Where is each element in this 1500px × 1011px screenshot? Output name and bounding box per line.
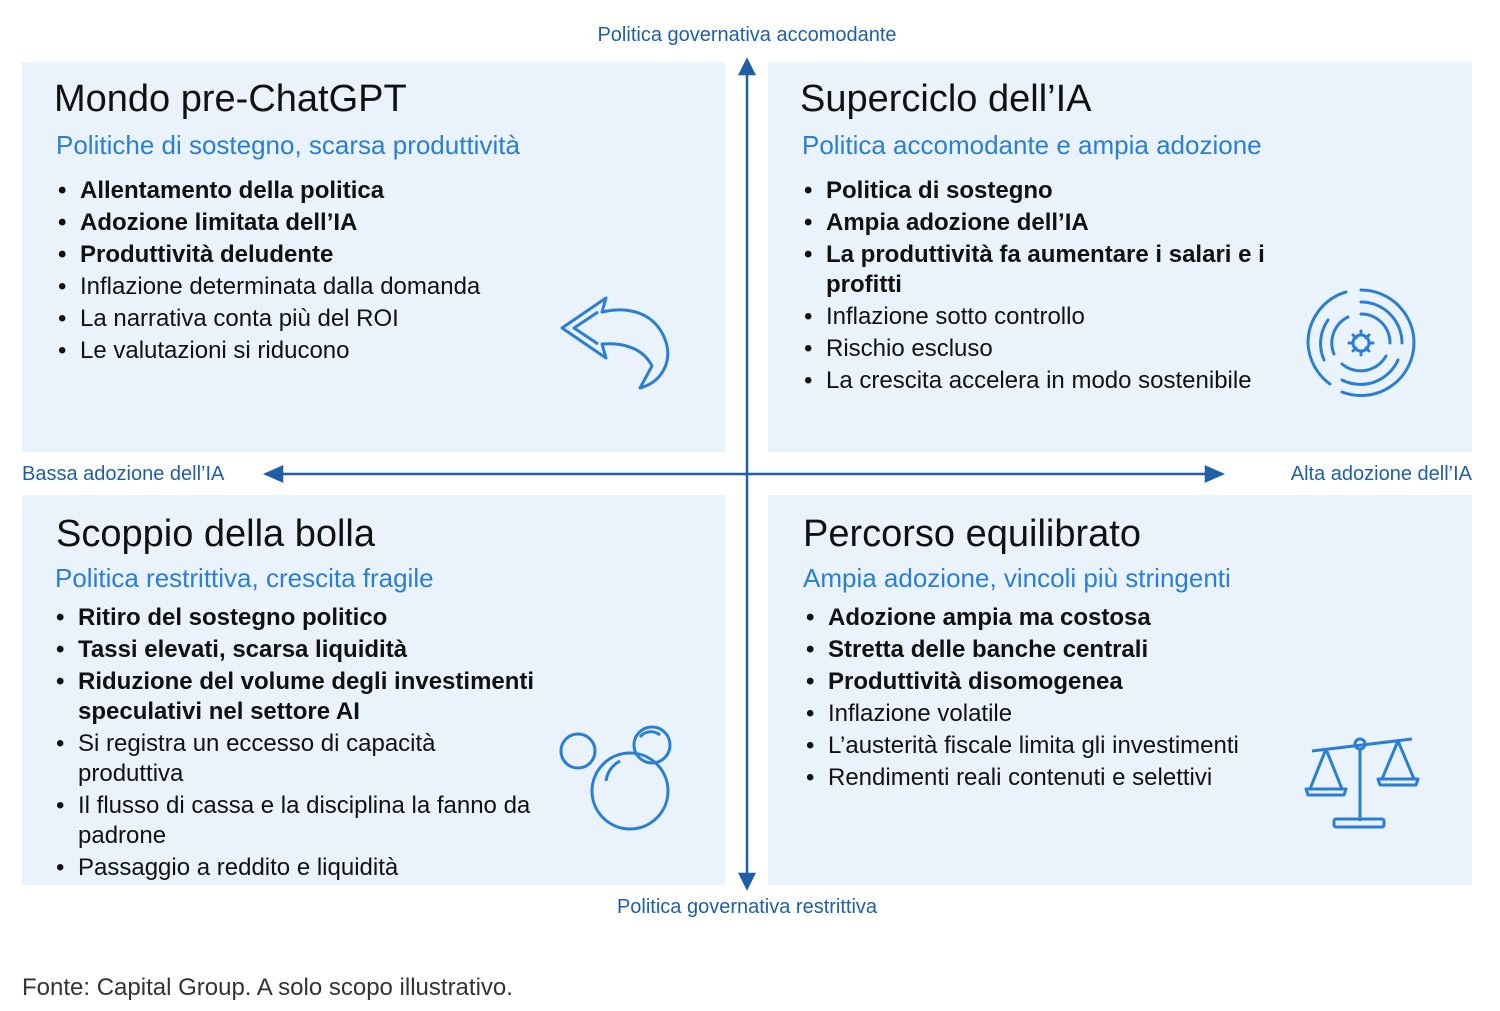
list-item: • Si registra un eccesso di capacità produttiva xyxy=(56,729,498,789)
list-item: • Inflazione determinata dalla domanda xyxy=(58,272,480,302)
axis-label-bottom: Politica governativa restrittiva xyxy=(616,896,878,918)
quadrant-subtitle: Politiche di sostegno, scarsa produttività xyxy=(56,130,520,160)
list-item: • Il flusso di cassa e la disciplina la fanno da padrone xyxy=(56,791,548,851)
quadrant-subtitle: Politica restrittiva, crescita fragile xyxy=(55,563,434,593)
list-item: • Le valutazioni si riducono xyxy=(58,336,480,366)
arrow-left xyxy=(266,467,282,481)
arrow-right xyxy=(1206,467,1222,481)
quadrant-title: Scoppio della bolla xyxy=(56,513,376,555)
list-item: • Inflazione sotto controllo xyxy=(804,302,1296,332)
list-item: • Adozione limitata dell’IA xyxy=(58,208,480,238)
list-item: • Passaggio a reddito e liquidità xyxy=(56,853,576,883)
list-item: • La crescita accelera in modo sostenibile xyxy=(804,366,1296,396)
list-item: • Inflazione volatile xyxy=(806,699,1239,729)
arrow-down xyxy=(740,874,754,888)
list-item: • Rendimenti reali contenuti e selettivi xyxy=(806,763,1239,793)
list-item: • Politica di sostegno xyxy=(804,176,1296,206)
quadrant-title: Mondo pre-ChatGPT xyxy=(54,78,407,120)
list-item: • Ampia adozione dell’IA xyxy=(804,208,1296,238)
list-item: • Stretta delle banche centrali xyxy=(806,635,1239,665)
quadrant-title: Superciclo dell’IA xyxy=(800,78,1092,120)
list-item: • Allentamento della politica xyxy=(58,176,480,206)
list-item: • Produttività disomogenea xyxy=(806,667,1239,697)
list-item: • Rischio escluso xyxy=(804,334,1296,364)
source-footnote: Fonte: Capital Group. A solo scopo illustrativo. xyxy=(22,974,513,1001)
arrow-up xyxy=(740,60,754,74)
quadrant-title: Percorso equilibrato xyxy=(803,513,1141,555)
quadrant-subtitle: Politica accomodante e ampia adozione xyxy=(802,130,1262,160)
list-item: • Tassi elevati, scarsa liquidità xyxy=(56,635,576,665)
axis-label-right: Alta adozione dell’IA xyxy=(1290,463,1472,485)
list-item: • La narrativa conta più del ROI xyxy=(58,304,480,334)
list-item: • La produttività fa aumentare i salari e i profitti xyxy=(804,240,1296,300)
quadrant-subtitle: Ampia adozione, vincoli più stringenti xyxy=(803,563,1231,593)
list-item: • Adozione ampia ma costosa xyxy=(806,603,1239,633)
list-item: • Produttività deludente xyxy=(58,240,480,270)
axis-label-left: Bassa adozione dell’IA xyxy=(22,463,225,485)
axis-label-top: Politica governativa accomodante xyxy=(597,24,897,46)
list-item: • Riduzione del volume degli investimenti speculativi nel settore AI xyxy=(56,667,576,727)
list-item: • Ritiro del sostegno politico xyxy=(56,603,576,633)
list-item: • L’austerità fiscale limita gli investimenti xyxy=(806,731,1239,761)
